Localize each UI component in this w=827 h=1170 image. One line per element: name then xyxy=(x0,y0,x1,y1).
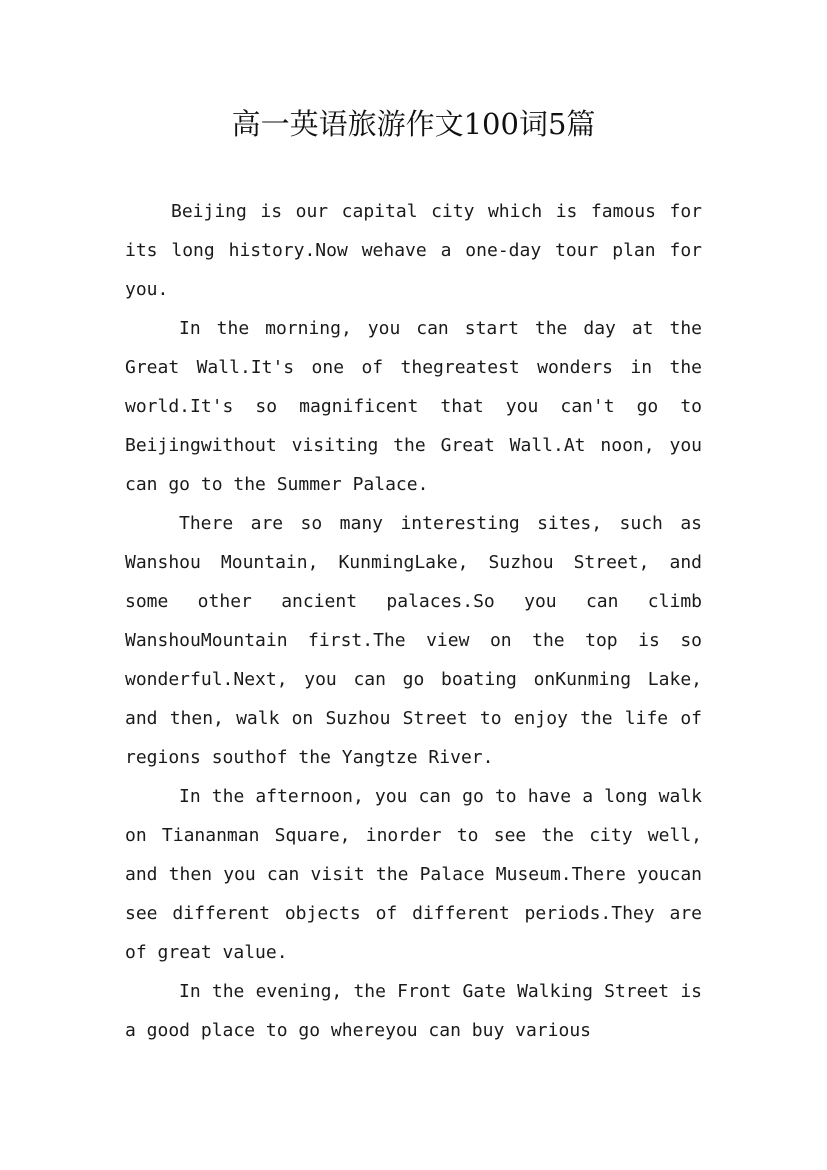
paragraph-summer-palace: There are so many interesting sites, such as Wanshou Mountain, KunmingLake, Suzhou Street, and some other ancient palaces.So you can climb WanshouMountain first.The view on the top is so wonderful.Next, you can go boating onKunming Lake, and then, walk on Suzhou Street to enjoy the life of regions southof the Yangtze River. xyxy=(125,513,702,768)
paragraph-afternoon: In the afternoon, you can go to have a long walk on Tiananman Square, inorder to see the city well, and then you can visit the Palace Museum.There youcan see different objects of different periods.They are of great value. xyxy=(125,786,702,963)
document-body xyxy=(125,192,702,1050)
paragraph-morning: In the morning, you can start the day at the Great Wall.It's one of thegreatest wonders in the world.It's so magnificent that you can't go to Beijingwithout visiting the Great Wall.At noon, you can go to the Summer Palace. xyxy=(125,318,702,495)
paragraph-beijing-intro: Beijing is our capital city which is famous for its long history.Now wehave a one-day tour plan for you. xyxy=(125,201,702,300)
paragraph-evening: In the evening, the Front Gate Walking Street is a good place to go whereyou can buy various xyxy=(125,981,702,1041)
document-title: 高一英语旅游作文100词5篇 xyxy=(231,107,596,141)
